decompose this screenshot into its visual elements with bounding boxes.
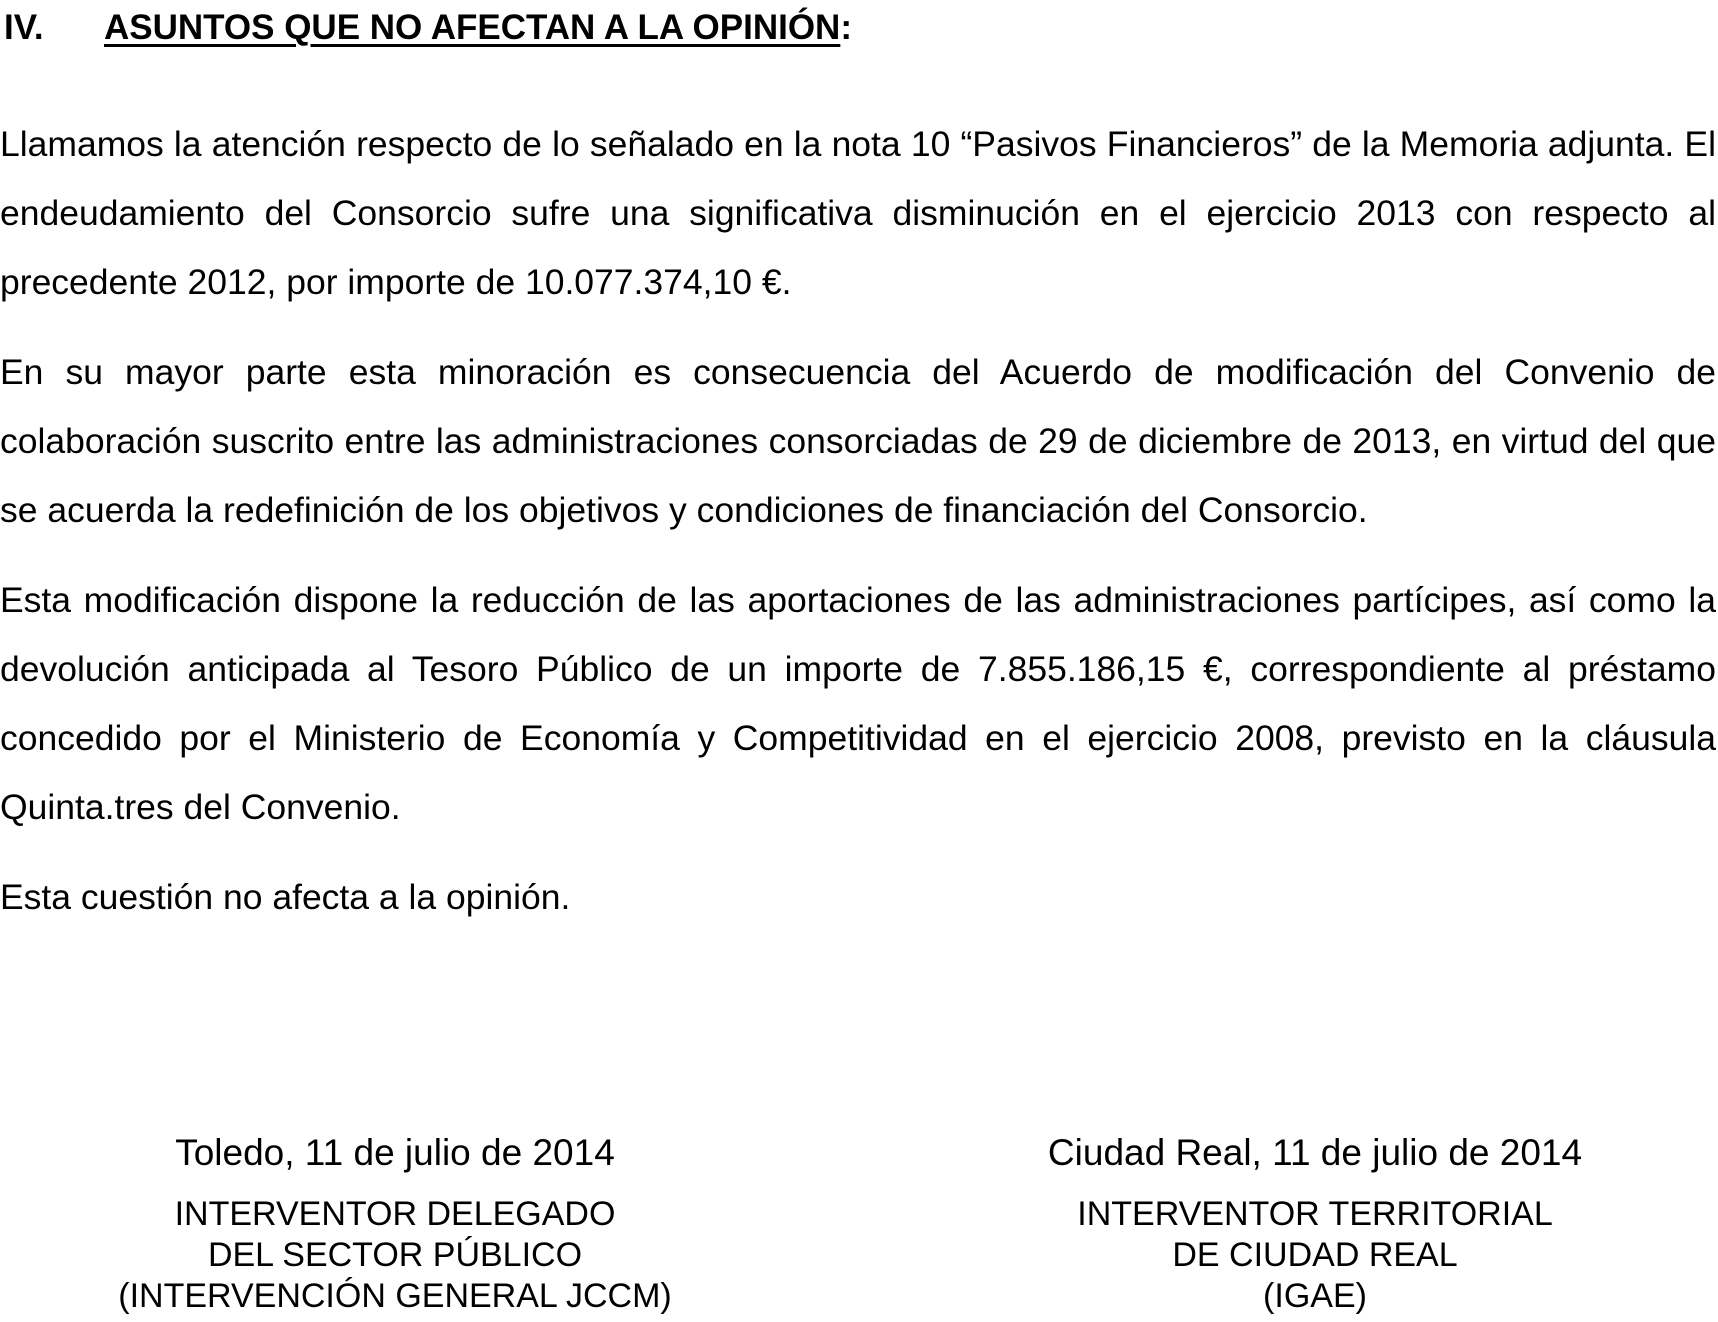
signature-place-date: Toledo, 11 de julio de 2014 bbox=[175, 1132, 615, 1173]
body-text bbox=[0, 110, 1716, 932]
signature-role-line: (IGAE) bbox=[1263, 1277, 1367, 1315]
section-title: ASUNTOS QUE NO AFECTAN A LA OPINIÓN bbox=[104, 8, 841, 47]
signature-role-line: DE CIUDAD REAL bbox=[1172, 1236, 1458, 1274]
section-heading bbox=[4, 6, 852, 50]
paragraph-modificacion: Esta modificación dispone la reducción de las aportaciones de las administraciones partícipes, así como la devolución anticipada al Tesoro Público de un importe de 7.855.186,15 €, correspondiente al préstamo concedido por el Ministerio de Economía y Competitividad en el ejercicio 2008, previsto en la cláusula Quinta.tres del Convenio. bbox=[0, 580, 1716, 827]
signature-block-left bbox=[55, 1130, 735, 1317]
signature-place-date: Ciudad Real, 11 de julio de 2014 bbox=[1047, 1132, 1583, 1173]
signature-role-line: DEL SECTOR PÚBLICO bbox=[207, 1236, 583, 1274]
signature-role-line: INTERVENTOR DELEGADO bbox=[174, 1195, 616, 1233]
signature-role-line: (INTERVENCIÓN GENERAL JCCM) bbox=[118, 1277, 672, 1315]
paragraph-conclusion: Esta cuestión no afecta a la opinión. bbox=[0, 877, 571, 917]
paragraph-minoracion: En su mayor parte esta minoración es consecuencia del Acuerdo de modificación del Convenio de colaboración suscrito entre las administraciones consorciadas de 29 de diciembre de 2013, en virtud del que se acuerda la redefinición de los objetivos y condiciones de financiación del Consorcio. bbox=[0, 352, 1716, 530]
paragraph-pasivos-financieros: Llamamos la atención respecto de lo señalado en la nota 10 “Pasivos Financieros” de la Memoria adjunta. El endeudamiento del Consorcio sufre una significativa disminución en el ejercicio 2013 con respecto al precedente 2012, por importe de 10.077.374,10 €. bbox=[0, 124, 1716, 302]
section-number: IV. bbox=[4, 8, 44, 47]
signature-block-right bbox=[970, 1130, 1660, 1317]
signature-role-line: INTERVENTOR TERRITORIAL bbox=[1077, 1195, 1553, 1233]
section-title-colon: : bbox=[840, 8, 852, 47]
